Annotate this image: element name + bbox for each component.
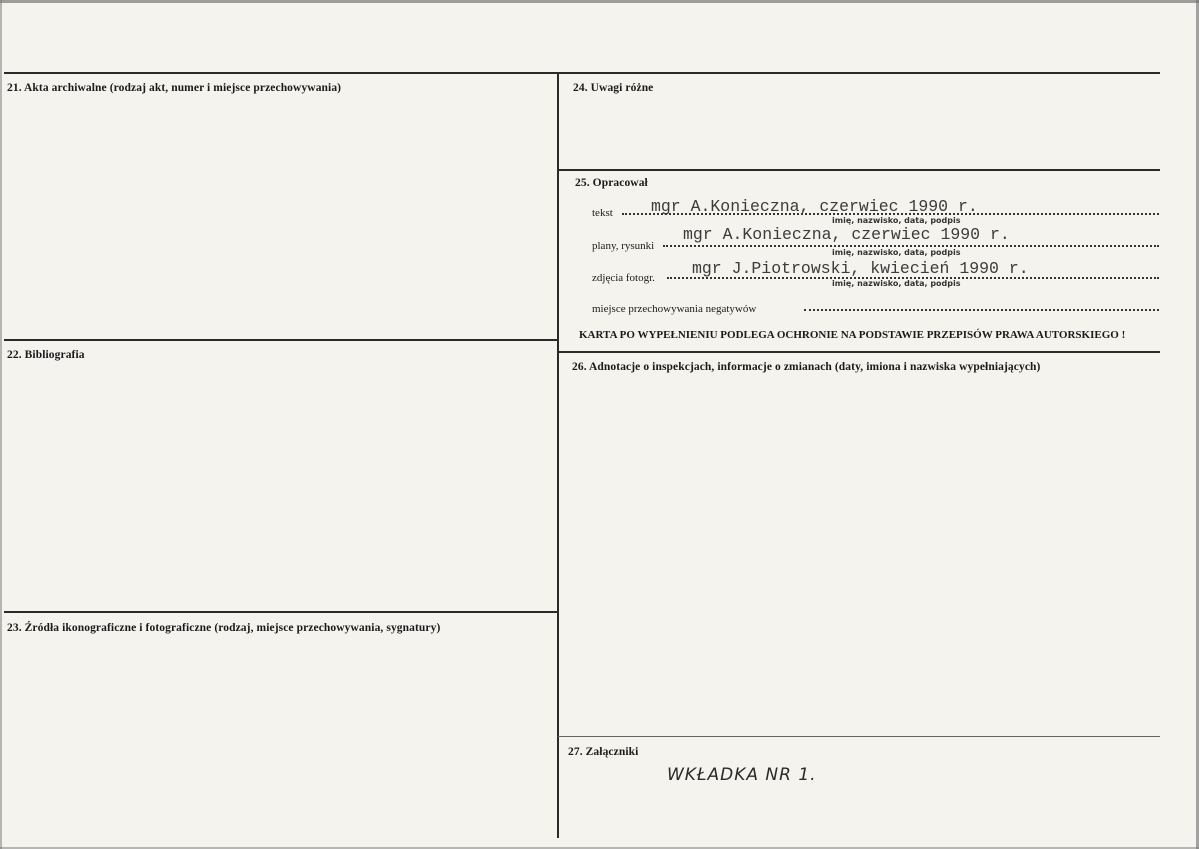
- section-26-label: 26. Adnotacje o inspekcjach, informacje o zmianach (daty, imiona i nazwiska wypełniających): [572, 361, 1041, 373]
- center-divider: [557, 72, 559, 838]
- section-27-label: 27. Załączniki: [568, 746, 639, 758]
- plans-drawings-caption: imię, nazwisko, data, podpis: [832, 248, 961, 257]
- paper-left-edge: [0, 0, 2, 849]
- author-text-label: tekst: [592, 207, 613, 219]
- rule-25-26: [558, 351, 1160, 353]
- rule-21-22: [4, 339, 558, 341]
- photos-value: mgr J.Piotrowski, kwiecień 1990 r.: [692, 259, 1029, 278]
- section-24-label: 24. Uwagi różne: [573, 82, 654, 94]
- plans-drawings-value: mgr A.Konieczna, czerwiec 1990 r.: [683, 225, 1010, 244]
- rule-22-23: [4, 611, 558, 613]
- author-text-value: mgr A.Konieczna, czerwiec 1990 r.: [651, 197, 978, 216]
- paper-top-edge: [0, 0, 1199, 3]
- attachments-value: WKŁADKA NR 1.: [667, 765, 817, 785]
- section-21-label: 21. Akta archiwalne (rodzaj akt, numer i miejsce przechowywania): [7, 82, 342, 94]
- negatives-location-label: miejsce przechowywania negatywów: [592, 303, 757, 315]
- photos-caption: imię, nazwisko, data, podpis: [832, 279, 961, 288]
- author-text-caption: imię, nazwisko, data, podpis: [832, 216, 961, 225]
- plans-drawings-line: [663, 245, 1159, 247]
- section-22-label: 22. Bibliografia: [7, 349, 85, 361]
- top-rule: [4, 72, 1160, 74]
- copyright-warning: KARTA PO WYPEŁNIENIU PODLEGA OCHRONIE NA PODSTAWIE PRZEPISÓW PRAWA AUTORSKIEGO !: [579, 329, 1126, 341]
- section-25-label: 25. Opracował: [575, 177, 648, 189]
- section-23-label: 23. Źródła ikonograficzne i fotograficzne (rodzaj, miejsce przechowywania, sygnatury): [7, 622, 441, 634]
- rule-26-27: [558, 736, 1160, 737]
- photos-label: zdjęcia fotogr.: [592, 272, 655, 284]
- rule-24-25: [558, 169, 1160, 171]
- plans-drawings-label: plany, rysunki: [592, 240, 655, 252]
- negatives-location-line: [804, 309, 1159, 311]
